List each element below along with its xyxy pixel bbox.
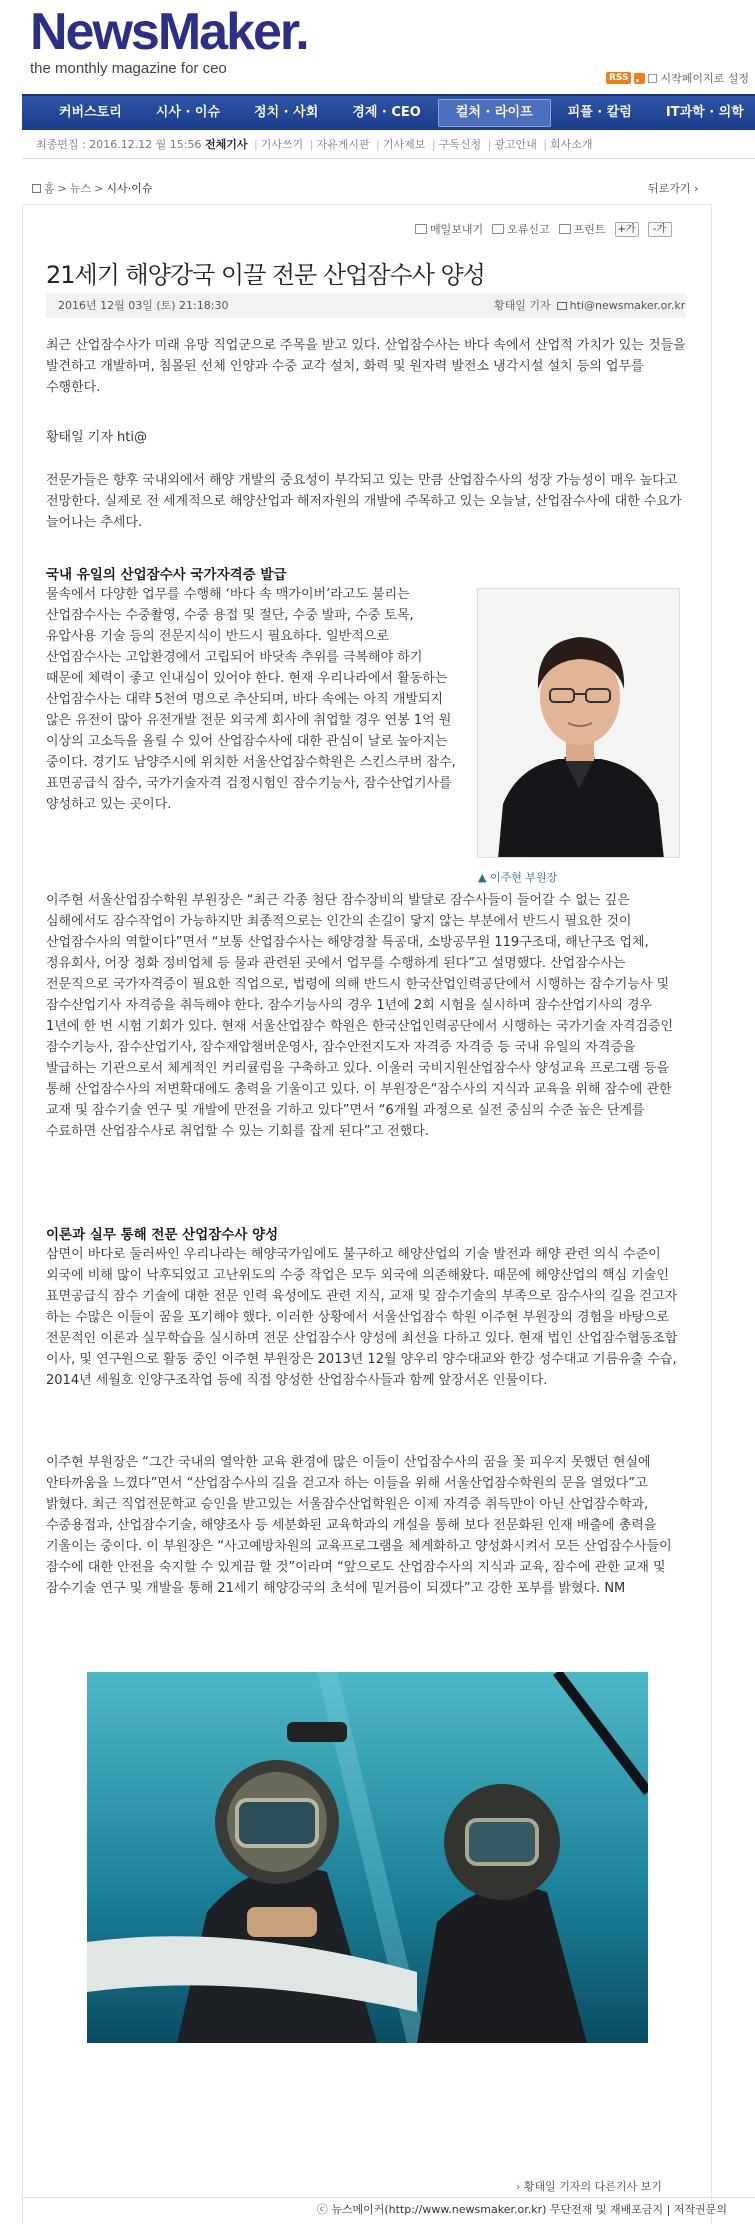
nav-item-politics-society[interactable]: 정치 · 사회 [254, 105, 319, 120]
all-articles-link[interactable]: 전체기사 [205, 138, 248, 151]
nav-item-it-science-medicine[interactable]: IT과학 · 의학 [665, 105, 744, 120]
main-navigation [22, 94, 755, 130]
logo-tagline: the monthly magazine for ceo [30, 60, 227, 77]
section-heading-1: 국내 유일의 산업잠수사 국가자격증 발급 [46, 567, 287, 583]
nav-item-culture-life[interactable]: 컬처 · 라이프 [438, 99, 551, 127]
article-tools [415, 221, 672, 237]
sub-navigation: 최종편집 : 2016.12.12 월 15:56 전체기사 | 기사쓰기 | 자유게시판 | 기사제보 | 구독신청 | 광고안내 | 회사소개 [36, 138, 593, 151]
interview-photo [477, 588, 680, 858]
last-edit-time: 최종편집 : 2016.12.12 월 15:56 [36, 138, 202, 151]
start-page-icon [648, 74, 657, 83]
article-paragraph-2: 물속에서 다양한 업무를 수행해 ‘바다 속 맥가이버’라고도 불리는 산업잠수사는 수중촬영, 수중 용접 및 절단, 수중 발파, 수중 토목, 유압사용 기술 등의 전문지식이 반드시 필요하다. 일반적으로 산업잠수사는 고압환경에서 고립되어 바닷속 추위를 극복해야 하기 때문에 체력이 좋고 인내심이 있어야 한다. 현재 우리나라에서 활동하는 산업잠수사는 대략 5천여 명으로 추산되며, 바다 속에는 아직 개발되지 않은 유전이 많아 유전개발 전문 외국계 회사에 취업할 경우 연봉 1억 원 이상의 고소득을 올릴 수 있어 산업잠수사에 대한 관심이 날로 높아지는 중이다. 경기도 남양주시에 위치한 서울산업잠수학원은 스킨스쿠버 잠수, 표면공급식 잠수, 국가기술자격 검정시험인 잠수기능사, 잠수산업기사를 양성하고 있는 곳이다. [46, 587, 456, 812]
article-title: 21세기 해양강국 이끌 전문 산업잠수사 양성 [46, 261, 485, 289]
photo-caption: ▲ 이주현 부원장 [478, 871, 558, 884]
report-tool-label: 오류신고 [507, 223, 550, 236]
breadcrumb-news[interactable]: 뉴스 [69, 182, 92, 195]
back-link[interactable]: 뒤로가기 › [648, 182, 699, 195]
start-page-link[interactable]: 시작페이지로 설정 [660, 72, 749, 85]
back-label: 뒤로가기 [648, 182, 691, 195]
email-icon [415, 224, 427, 234]
home-icon [32, 184, 41, 193]
rss-icon[interactable] [634, 73, 645, 84]
arrow-icon: › [516, 2180, 521, 2193]
email-tool-label: 메일보내기 [430, 223, 484, 236]
section-heading-2: 이론과 실무 통해 전문 산업잠수사 양성 [46, 1227, 279, 1243]
about-link[interactable]: 회사소개 [550, 138, 593, 151]
subscribe-link[interactable]: 구독신청 [438, 138, 482, 151]
more-articles-label: 황태일 기자의 다른기사 보기 [523, 2180, 662, 2193]
article-date: 2016년 12월 03일 (토) 21:18:30 [58, 299, 229, 312]
nav-item-people-column[interactable]: 피플 · 칼럼 [567, 105, 632, 120]
divers-photo [87, 1672, 648, 2043]
article-paragraph-1: 전문가들은 향후 국내외에서 해양 개발의 중요성이 부각되고 있는 만큼 산업잠수사의 성장 가능성이 매우 높다고 전망한다. 실제로 전 세계적으로 해양산업과 해저자원의 개발에 주목하고 있는 오늘날, 산업잠수사에 대한 수요가 늘어나는 추세다. [46, 473, 682, 530]
article-byline: 황태일 기자 hti@ [46, 430, 148, 445]
footer-copyright: ⓒ 뉴스메이커(http://www.newsmaker.or.kr) 무단전재 및 재배포금지 | 저작권문의 [22, 2197, 755, 2224]
divider [22, 158, 755, 159]
header-utility [606, 70, 749, 86]
article-paragraph-3: 이주현 서울산업잠수학원 부원장은 “최근 각종 첨단 잠수장비의 발달로 잠수사들이 들어갈 수 없는 깊은 심해에서도 잠수작업이 가능하지만 최종적으로는 인간의 손길이 닿지 않는 부분에서 반드시 필요한 것이 산업잠수사의 역할이다”면서 “보통 산업잠수사는 해양경찰 특공대, 소방공무원 119구조대, 해난구조 업체, 정유회사, 어장 정화 정비업체 등 물과 관련된 곳에서 업무를 수행하게 된다”고 설명했다. 산업잠수사는 전문직으로 국가자격증이 필요한 직업으로, 법령에 의해 반드시 한국산업인력공단에서 시행하는 잠수기능사 및 잠수산업기사 자격증을 취득해야 한다. 잠수기능사의 경우 1년에 2회 시험을 실시하며 잠수산업기사의 경우 1년에 한 번 시험 기회가 있다. 현재 서울산업잠수 학원은 한국산업인력공단에서 시행하는 국가기술 자격검증인 잠수기능사, 잠수산업기사, 잠수재압챔버운영사, 잠수안전지도자 자격증 자격증 등 국내 유일의 자격증을 발급하는 기관으로서 체계적인 커리큘럼을 구축하고 있다. 이울러 국비지원산업잠수사 양성교육 프로그램 등을 통해 산업잠수사의 저변확대에도 총력을 기울이고 있다. 이 부원장은“잠수사의 지식과 교육을 위해 잠수에 관한 교재 및 잠수기술 연구 및 개발에 만전을 기하고 있다”면서 “6개월 과정으로 실전 중심의 수준 높은 단계를 수료하면 산업잠수사로 취업할 수 있는 기회를 잡게 된다”고 전했다. [46, 893, 674, 1139]
print-tool[interactable] [559, 221, 606, 237]
article-paragraph-4: 삼면이 바다로 둘러싸인 우리나라는 해양국가임에도 불구하고 해양산업의 기술 발전과 해양 관련 의식 수준이 외국에 비해 많이 낙후되었고 고난위도의 수중 작업은 모두 외국에 의존해왔다. 때문에 해양산업의 핵심 기술인 표면공급식 잠수 기술에 대한 전문 인력 육성에도 관련 지식, 교재 및 잠수기술의 부족으로 잠수사의 길을 걷고자 하는 수많은 이들이 꿈을 포기해야 했다. 이러한 상황에서 서울산업잠수 학원 이주현 부원장의 경험을 바탕으로 전문적인 이론과 실무학습을 실시하며 전문 산업잠수사 양성에 최선을 다하고 있다. 현재 법인 산업잠수협동조합 이사, 및 연구원으로 활동 중인 이주현 부원장은 2013년 12월 양우리 양수대교와 한강 성수대교 기름유출 수습, 2014년 세월호 인양구조작업 등에 직접 양성한 산업잠수사들과 함께 앞장서온 인물이다. [46, 1247, 678, 1388]
more-articles-link[interactable] [516, 2178, 662, 2194]
news-tip-link[interactable]: 기사제보 [382, 138, 426, 151]
site-logo[interactable] [30, 3, 308, 77]
reporter-email[interactable]: hti@newsmaker.or.kr [569, 299, 686, 312]
logo-text: NewsMaker. [30, 3, 308, 61]
free-board-link[interactable]: 자유게시판 [316, 138, 370, 151]
print-icon [559, 224, 571, 234]
nav-item-economy-ceo[interactable]: 경제 · CEO [352, 105, 421, 120]
article-lead: 최근 산업잠수사가 미래 유망 직업군으로 주목을 받고 있다. 산업잠수사는 바다 속에서 산업적 가치가 있는 것들을 발견하고 개발하며, 침몰된 선체 인양과 수중 교각 설치, 화력 및 원자력 발전소 냉각시설 설치 등의 업무를 수행한다. [46, 338, 686, 395]
font-decrease-button[interactable]: -가 [648, 222, 672, 237]
underwater-divers-image [87, 1672, 648, 2043]
breadcrumb-home[interactable]: 홈 [44, 182, 55, 195]
nav-item-cover-story[interactable]: 커버스토리 [59, 105, 122, 120]
mail-icon [557, 302, 567, 310]
email-tool[interactable] [415, 221, 483, 237]
article-reporter-info [494, 293, 685, 318]
report-icon [492, 224, 504, 234]
report-tool[interactable] [492, 221, 550, 237]
person-portrait-image [478, 589, 680, 858]
rss-badge[interactable]: RSS [606, 72, 632, 84]
nav-item-current-issues[interactable]: 시사 · 이슈 [155, 105, 221, 120]
article-paragraph-5: 이주현 부원장은 “그간 국내의 열악한 교육 환경에 많은 이들이 산업잠수사의 꿈을 꽃 피우지 못했던 현실에 안타까움을 느꼈다”면서 “산업잠수사의 길을 걷고자 하는 이들을 위해 서울산업잠수학원의 문을 열었다”고 밝혔다. 최근 직업전문학교 승인을 받고있는 서울잠수산업학원은 이제 자격증 취득만이 아닌 산업잠수학과, 수중용접과, 산업잠수기술, 해양조사 등 세분화된 교육학과의 개설을 통해 보다 전문화된 인재 배출에 총력을 기울이는 중이다. 이 부원장은 “사고예방차원의 교육프로그램을 체계화하고 양성화시켜서 모든 산업잠수사들이 잠수에 대한 안전을 숙지할 수 있게끔 할 것”이라며 “앞으로도 산업잠수사의 지식과 교육, 잠수에 관한 교재 및 잠수기술 연구 및 개발을 통해 21세기 해양강국의 초석에 밑거름이 되겠다”고 강한 포부를 밝혔다. NM [46, 1455, 672, 1596]
breadcrumb: 홈 > 뉴스 > 시사·이슈 [32, 180, 152, 196]
article-meta [46, 293, 686, 318]
breadcrumb-current[interactable]: 시사·이슈 [106, 182, 153, 195]
ad-info-link[interactable]: 광고안내 [494, 138, 537, 151]
font-increase-button[interactable]: +가 [615, 222, 639, 237]
print-tool-label: 프린트 [573, 223, 606, 236]
reporter-name[interactable]: 황태일 기자 [494, 299, 551, 312]
write-article-link[interactable]: 기사쓰기 [260, 138, 304, 151]
